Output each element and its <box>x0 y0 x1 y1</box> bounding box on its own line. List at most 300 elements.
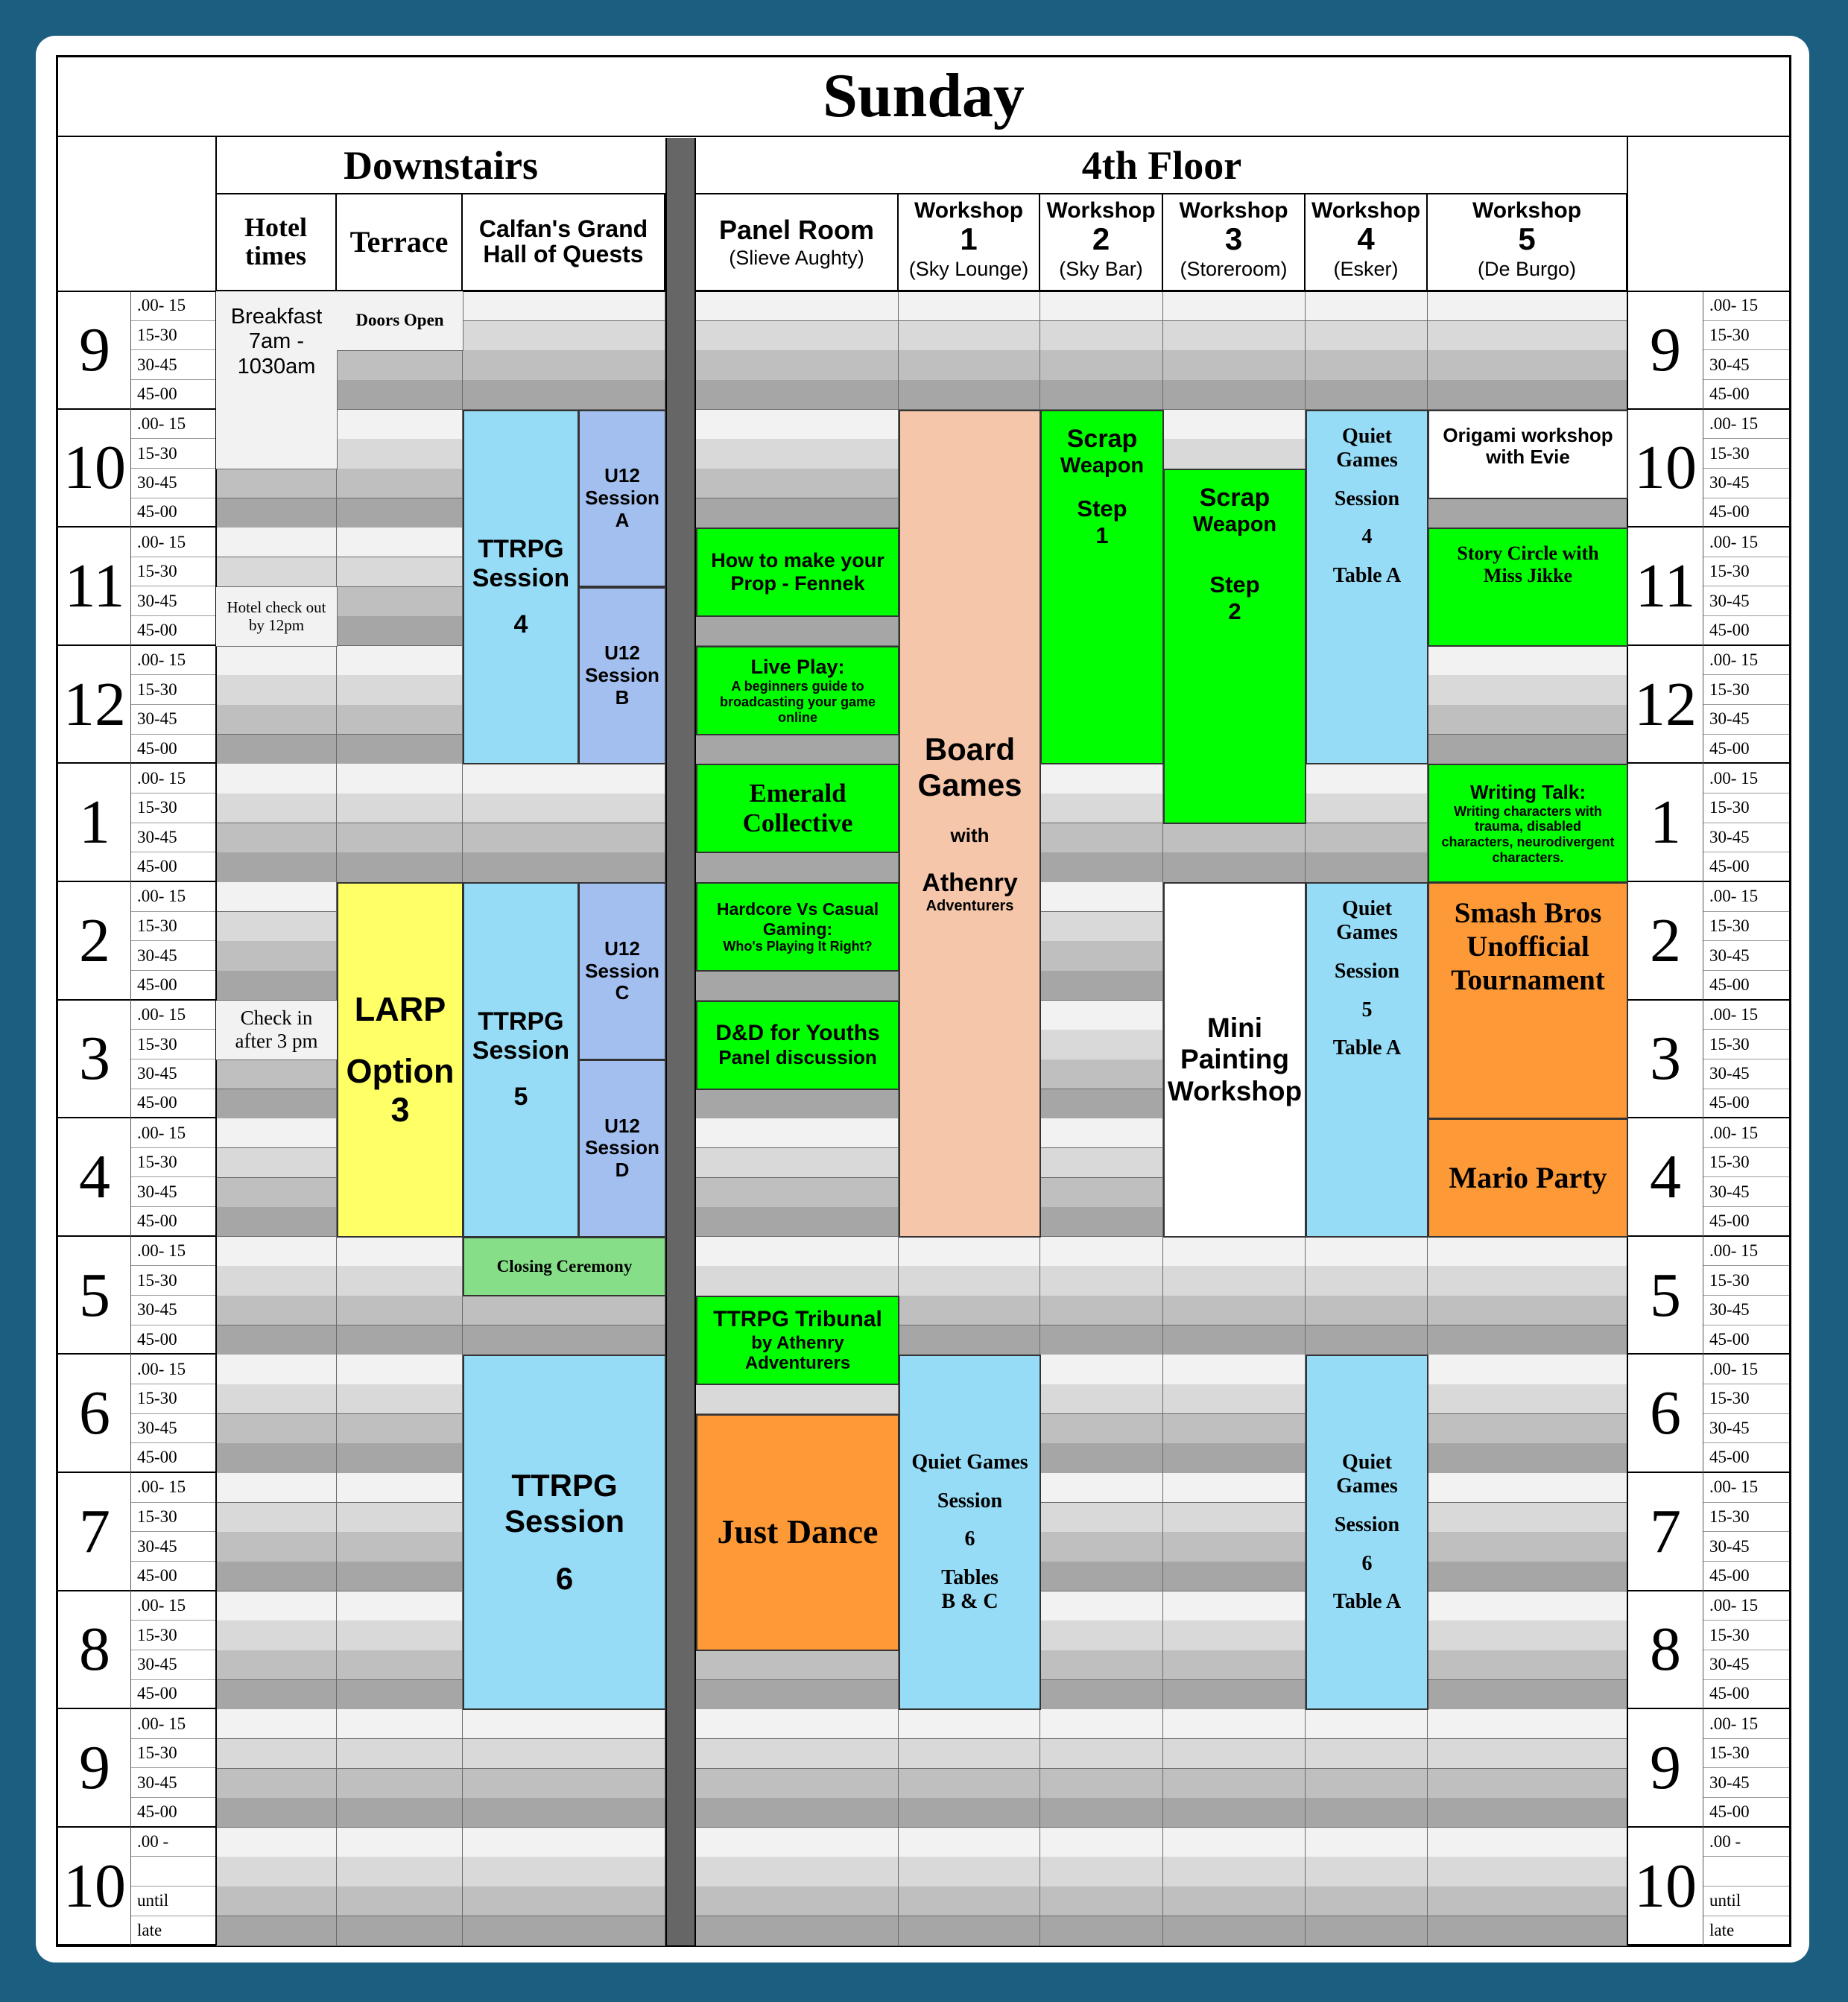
event-line: Panel discussion <box>718 1045 877 1068</box>
slot-cell <box>696 1887 899 1916</box>
event-line: D&D for Youths <box>715 1021 880 1046</box>
time-slot-label-right: .00- 15 <box>1703 1591 1789 1621</box>
slot-cell <box>1428 1325 1627 1355</box>
event-liveplay[interactable] <box>696 646 899 735</box>
slot-cell <box>696 1148 899 1178</box>
event-line: Painting <box>1180 1044 1289 1075</box>
slot-cell <box>1428 1798 1627 1828</box>
slot-cell <box>463 1739 665 1769</box>
event-u12b[interactable] <box>578 587 666 765</box>
event-line: 4 <box>513 610 528 639</box>
event-scrap1[interactable] <box>1040 410 1164 765</box>
slot-cell <box>463 380 665 410</box>
event-line: TTRPG <box>478 1007 564 1036</box>
slot-cell <box>1163 1769 1306 1799</box>
slot-cell <box>337 1680 463 1710</box>
slot-cell <box>1163 1355 1306 1384</box>
slot-cell <box>1428 1709 1627 1739</box>
event-line <box>1232 537 1237 554</box>
slot-cell <box>216 1680 337 1710</box>
slot-cell <box>1428 1887 1627 1916</box>
event-line: 6 <box>1361 1551 1373 1575</box>
time-slot-label-left: 45-00 <box>131 380 216 410</box>
slot-cell <box>216 1443 337 1473</box>
time-slot-label-left: 45-00 <box>131 498 216 528</box>
slot-cell <box>1040 1443 1163 1473</box>
hour-label-right: 3 <box>1627 1001 1703 1119</box>
slot-cell <box>696 1769 899 1799</box>
time-slot-label-left: 30-45 <box>131 1414 216 1444</box>
column-header-hotel <box>216 194 337 291</box>
event-prop[interactable] <box>696 528 899 617</box>
slot-cell <box>337 646 463 676</box>
event-line: Games <box>1336 1474 1398 1498</box>
time-slot-label-left: 15-30 <box>131 793 216 823</box>
slot-cell <box>1428 675 1627 705</box>
slot-cell <box>216 1769 337 1799</box>
slot-cell <box>1306 793 1428 823</box>
hour-label-left: 12 <box>58 646 131 764</box>
time-slot-label-right: 45-00 <box>1703 1207 1789 1237</box>
event-ttrpg5[interactable] <box>463 882 579 1238</box>
slot-cell <box>1040 1650 1163 1680</box>
slot-cell <box>216 793 337 823</box>
event-ttrpg6[interactable] <box>463 1355 666 1710</box>
slot-cell <box>463 350 665 380</box>
slot-cell <box>1163 380 1306 410</box>
slot-cell <box>1040 1355 1163 1384</box>
event-line: Writing characters with <box>1454 803 1602 819</box>
time-slot-label-right: 15-30 <box>1703 793 1789 823</box>
time-slot-label-left: .00- 15 <box>131 646 216 676</box>
slot-cell <box>1040 1384 1163 1414</box>
slot-cell <box>216 528 337 557</box>
slot-cell <box>216 1798 337 1828</box>
event-dnd[interactable] <box>696 1001 899 1090</box>
event-quiet5[interactable] <box>1306 882 1428 1238</box>
slot-cell <box>337 380 463 410</box>
time-slot-label-right: .00- 15 <box>1703 291 1789 321</box>
slot-cell <box>1040 291 1163 321</box>
time-slot-label-right: 45-00 <box>1703 852 1789 882</box>
slot-cell <box>216 852 337 882</box>
event-ttrpg4[interactable] <box>463 410 579 765</box>
event-line: Step <box>1077 495 1127 522</box>
event-doors-open[interactable] <box>337 291 463 351</box>
slot-cell <box>1163 1916 1306 1946</box>
column-header-ws4 <box>1306 194 1428 291</box>
slot-cell <box>1040 1503 1163 1533</box>
event-story[interactable] <box>1428 528 1628 647</box>
slot-cell <box>1163 1650 1306 1680</box>
slot-cell <box>696 410 899 440</box>
slot-cell <box>1040 1207 1163 1237</box>
slot-cell <box>337 1473 463 1503</box>
slot-cell <box>1163 1325 1306 1355</box>
event-line: Hardcore Vs Casual <box>716 899 879 919</box>
time-slot-label-left: .00- 15 <box>131 1355 216 1384</box>
slot-cell <box>1428 380 1627 410</box>
hour-label-left: 9 <box>58 1709 131 1828</box>
slot-cell <box>337 1739 463 1769</box>
slot-cell <box>1306 1857 1428 1887</box>
event-line: D <box>615 1159 630 1182</box>
slot-cell <box>1040 1532 1163 1562</box>
hour-label-left: 3 <box>58 1001 131 1119</box>
event-line: with <box>950 824 990 847</box>
time-slot-label-right: 45-00 <box>1703 616 1789 646</box>
event-line: Table A <box>1332 1590 1402 1614</box>
time-slot-label-right: 15-30 <box>1703 1384 1789 1414</box>
time-slot-label-left: 45-00 <box>131 1680 216 1710</box>
event-boardgames[interactable] <box>899 410 1041 1238</box>
time-slot-label-left: 15-30 <box>131 557 216 587</box>
time-slot-label-left: .00- 15 <box>131 1709 216 1739</box>
slot-cell <box>463 1887 665 1916</box>
slot-cell <box>1040 912 1163 942</box>
time-slot-label-left: .00- 15 <box>131 410 216 440</box>
event-quiet4[interactable] <box>1306 410 1428 765</box>
time-slot-label-right: 45-00 <box>1703 498 1789 528</box>
slot-cell <box>1428 350 1627 380</box>
slot-cell <box>1040 941 1163 971</box>
slot-cell <box>1163 1828 1306 1857</box>
time-slot-label-left: .00- 15 <box>131 1237 216 1267</box>
time-slot-label-left: 45-00 <box>131 616 216 646</box>
slot-cell <box>1163 1443 1306 1473</box>
slot-cell <box>1163 410 1306 440</box>
hour-label-right: 11 <box>1627 528 1703 646</box>
slot-cell <box>899 1296 1040 1325</box>
event-line: with Evie <box>1486 446 1570 469</box>
event-line: Session <box>585 664 659 686</box>
time-slot-label-left: 15-30 <box>131 1621 216 1650</box>
workshop-word: Workshop <box>1311 198 1421 223</box>
workshop-number: 1 <box>960 221 978 256</box>
slot-cell <box>1428 1355 1627 1384</box>
column-subtitle: (Sky Lounge) <box>908 257 1029 280</box>
event-line: Origami workshop <box>1443 423 1613 446</box>
slot-cell <box>1428 321 1627 351</box>
event-line: U12 <box>604 937 640 960</box>
event-line: Tournament <box>1451 963 1605 996</box>
slot-cell <box>696 735 899 764</box>
time-slot-label-right: 45-00 <box>1703 735 1789 764</box>
slot-cell <box>216 1296 337 1325</box>
slot-cell <box>1428 1266 1627 1296</box>
slot-cell <box>337 1296 463 1325</box>
slot-cell <box>216 971 337 1001</box>
time-slot-label-right: 15-30 <box>1703 1503 1789 1533</box>
time-slot-label-left: 15-30 <box>131 912 216 942</box>
slot-cell <box>1428 1739 1627 1769</box>
time-slot-label-right: 30-45 <box>1703 587 1789 617</box>
event-quiet6a[interactable] <box>1306 1355 1428 1710</box>
event-line: Unofficial <box>1466 930 1589 963</box>
time-slot-label-right: 45-00 <box>1703 1798 1789 1828</box>
time-slot-label-left: 30-45 <box>131 587 216 617</box>
column-title <box>1311 199 1420 256</box>
slot-cell <box>1428 1828 1627 1857</box>
time-slot-label-left: .00- 15 <box>131 1591 216 1621</box>
event-line <box>1365 1498 1368 1513</box>
time-slot-label-right: 15-30 <box>1703 1030 1789 1059</box>
event-line: Breakfast <box>230 305 323 329</box>
event-line: Session <box>585 1136 659 1159</box>
time-slot-label-right: 45-00 <box>1703 1443 1789 1473</box>
time-slot-label-left: 15-30 <box>131 1266 216 1296</box>
event-writing[interactable] <box>1428 764 1628 883</box>
event-line: Emerald <box>749 779 847 808</box>
event-line: Mini <box>1207 1012 1262 1043</box>
time-slot-label-right: .00- 15 <box>1703 764 1789 793</box>
slot-cell <box>216 1384 337 1414</box>
event-line: broadcasting your game <box>719 694 876 709</box>
event-line: characters, neurodivergent <box>1441 834 1615 850</box>
slot-cell <box>1306 350 1428 380</box>
time-slot-label-right: 30-45 <box>1703 1650 1789 1680</box>
slot-cell <box>216 1532 337 1562</box>
slot-cell <box>1306 1325 1428 1355</box>
slot-cell <box>216 1414 337 1444</box>
slot-cell <box>1163 1887 1306 1916</box>
slot-cell <box>337 498 463 528</box>
event-line: U12 <box>604 642 640 665</box>
slot-cell <box>1306 764 1428 793</box>
event-justdance[interactable] <box>696 1414 899 1651</box>
event-line <box>1365 511 1368 526</box>
column-title: Hotel times <box>244 212 307 270</box>
time-slot-label-left: 30-45 <box>131 1178 216 1208</box>
slot-cell <box>337 1591 463 1621</box>
time-slot-label-left: 45-00 <box>131 1089 216 1119</box>
time-slot-label-left: 15-30 <box>131 321 216 351</box>
slot-cell <box>1163 1680 1306 1710</box>
time-slot-label-right: 15-30 <box>1703 912 1789 942</box>
slot-cell <box>1163 1739 1306 1769</box>
slot-cell <box>337 1443 463 1473</box>
event-line: TTRPG Tribunal <box>713 1307 882 1332</box>
slot-cell <box>1428 1621 1627 1650</box>
time-slot-label-left: 45-00 <box>131 1443 216 1473</box>
event-line: B <box>615 685 630 709</box>
time-slot-label-left: .00- 15 <box>131 1118 216 1148</box>
event-smash[interactable] <box>1428 882 1628 1119</box>
time-slot-label-left: 30-45 <box>131 941 216 971</box>
slot-cell <box>1428 498 1627 528</box>
time-slot-label-right: 45-00 <box>1703 1089 1789 1119</box>
hour-label-left: 11 <box>58 528 131 646</box>
slot-cell <box>1428 1384 1627 1414</box>
slot-cell <box>463 764 665 793</box>
event-mini[interactable] <box>1163 882 1306 1238</box>
event-line: Gaming: <box>762 919 833 939</box>
slot-cell <box>1040 1296 1163 1325</box>
event-origami[interactable] <box>1428 410 1628 499</box>
slot-cell <box>1306 321 1428 351</box>
slot-cell <box>1428 1650 1627 1680</box>
slot-cell <box>1163 291 1306 321</box>
slot-cell <box>1040 1828 1163 1857</box>
event-line: Quiet Games <box>911 1451 1028 1474</box>
hour-label-right: 10 <box>1627 410 1703 528</box>
column-title <box>1179 199 1288 256</box>
slot-cell <box>899 1709 1040 1739</box>
event-line: 6 <box>555 1561 574 1597</box>
event-quiet6bc[interactable] <box>899 1355 1041 1710</box>
slot-cell <box>216 1266 337 1296</box>
time-slot-label-left: 15-30 <box>131 675 216 705</box>
event-line <box>1365 1576 1368 1591</box>
event-closing[interactable] <box>463 1237 666 1296</box>
time-slot-label-right: .00- 15 <box>1703 1473 1789 1503</box>
slot-cell <box>1040 1001 1163 1030</box>
hour-label-left: 7 <box>58 1473 131 1591</box>
event-line: 1 <box>1095 522 1109 548</box>
time-slot-label-right: .00- 15 <box>1703 1355 1789 1384</box>
column-title: Panel Room <box>718 214 875 245</box>
slot-cell <box>696 1680 899 1710</box>
slot-cell <box>696 1798 899 1828</box>
slot-cell <box>1163 321 1306 351</box>
event-line: Prop - Fennek <box>730 572 865 595</box>
event-line: Check in <box>240 1007 313 1030</box>
time-slot-label-right: 30-45 <box>1703 1414 1789 1444</box>
time-slot-label-left: 30-45 <box>131 350 216 380</box>
event-mario[interactable] <box>1428 1118 1628 1238</box>
time-slot-label-left: .00- 15 <box>131 291 216 321</box>
slot-cell <box>1040 1621 1163 1650</box>
time-slot-label-left: 15-30 <box>131 1739 216 1769</box>
event-u12d[interactable] <box>578 1059 666 1238</box>
time-slot-label-right: 45-00 <box>1703 1325 1789 1355</box>
event-line: Session <box>1334 487 1400 510</box>
slot-cell <box>463 1798 665 1828</box>
slot-cell <box>337 793 463 823</box>
slot-cell <box>1040 1680 1163 1710</box>
hour-label-left: 10 <box>58 1828 131 1946</box>
time-slot-label-left: 15-30 <box>131 1030 216 1059</box>
event-line: 6 <box>964 1527 975 1551</box>
event-larp[interactable] <box>337 882 463 1238</box>
slot-cell <box>1163 823 1306 853</box>
event-line: after 3 pm <box>235 1030 318 1053</box>
slot-cell <box>337 1709 463 1739</box>
event-line: Games <box>1336 921 1398 945</box>
slot-cell <box>696 1089 899 1119</box>
event-line <box>1365 1022 1368 1037</box>
hour-label-left: 5 <box>58 1237 131 1355</box>
event-line: Writing Talk: <box>1469 780 1586 803</box>
event-line: LARP <box>354 990 446 1029</box>
event-line: TTRPG <box>511 1467 618 1503</box>
event-line: TTRPG <box>478 534 564 563</box>
workshop-number: 3 <box>1224 221 1243 256</box>
slot-cell <box>216 764 337 793</box>
section-4th-floor: 4th Floor <box>696 138 1627 194</box>
event-hotel-checkout[interactable] <box>216 587 338 647</box>
event-line <box>1365 549 1368 564</box>
event-line: by Athenry <box>751 1332 844 1353</box>
event-line: U12 <box>604 1114 640 1137</box>
event-line <box>562 1540 567 1562</box>
slot-cell <box>1428 1414 1627 1444</box>
slot-cell <box>463 1828 665 1857</box>
event-line: 4 <box>1361 525 1373 549</box>
event-line: Just Dance <box>717 1512 879 1551</box>
event-line <box>967 847 972 869</box>
slot-cell <box>696 971 899 1001</box>
event-tribunal[interactable] <box>696 1296 899 1385</box>
time-slot-label-left: .00- 15 <box>131 528 216 557</box>
slot-cell <box>1040 1178 1163 1208</box>
column-subtitle: (Sky Bar) <box>1059 257 1143 280</box>
slot-cell <box>1428 705 1627 735</box>
slot-cell <box>216 823 337 853</box>
slot-cell <box>216 557 337 587</box>
time-slot-label-right: late <box>1703 1916 1789 1946</box>
slot-cell <box>1163 1709 1306 1739</box>
event-line: Mario Party <box>1449 1160 1607 1194</box>
slot-cell <box>899 350 1040 380</box>
slot-cell <box>899 1769 1040 1799</box>
workshop-number: 2 <box>1092 221 1110 256</box>
slot-cell <box>1040 1591 1163 1621</box>
slot-cell <box>337 852 463 882</box>
slot-cell <box>1040 852 1163 882</box>
event-checkin[interactable] <box>216 1001 338 1060</box>
event-emerald[interactable] <box>696 764 899 853</box>
workshop-word: Workshop <box>1046 198 1156 223</box>
time-slot-label-right: .00 - <box>1703 1828 1789 1857</box>
event-line: Session <box>1334 959 1400 983</box>
event-line: 3 <box>390 1090 410 1129</box>
slot-cell <box>1163 1562 1306 1591</box>
column-header-panel <box>696 194 899 291</box>
time-slot-label-left: 45-00 <box>131 971 216 1001</box>
slot-cell <box>696 1650 899 1680</box>
event-hardcore[interactable] <box>696 882 899 972</box>
time-slot-label-left: 30-45 <box>131 1532 216 1562</box>
slot-cell <box>216 1118 337 1148</box>
slot-cell <box>1163 1503 1306 1533</box>
event-line: Session <box>937 1489 1003 1512</box>
time-slot-label-right: 15-30 <box>1703 675 1789 705</box>
slot-cell <box>337 1650 463 1680</box>
event-breakfast[interactable] <box>216 291 338 469</box>
event-line <box>968 1474 971 1489</box>
time-slot-label-left: .00- 15 <box>131 1473 216 1503</box>
event-line: Weapon <box>1060 453 1145 478</box>
slot-cell <box>1163 439 1306 469</box>
slot-cell <box>1428 1443 1627 1473</box>
time-slot-label-left: .00 - <box>131 1828 216 1857</box>
slot-cell <box>337 1769 463 1799</box>
slot-cell <box>1040 1089 1163 1119</box>
event-scrap2[interactable] <box>1163 469 1306 824</box>
slot-cell <box>463 321 665 351</box>
slot-cell <box>1306 1769 1428 1799</box>
slot-cell <box>1428 1473 1627 1503</box>
event-u12a[interactable] <box>578 410 666 588</box>
event-line: Session <box>504 1504 625 1539</box>
time-slot-label-right: until <box>1703 1887 1789 1916</box>
slot-cell <box>1163 1857 1306 1887</box>
slot-cell <box>696 291 899 321</box>
event-u12c[interactable] <box>578 882 666 1060</box>
slot-cell <box>337 675 463 705</box>
slot-cell <box>696 469 899 498</box>
